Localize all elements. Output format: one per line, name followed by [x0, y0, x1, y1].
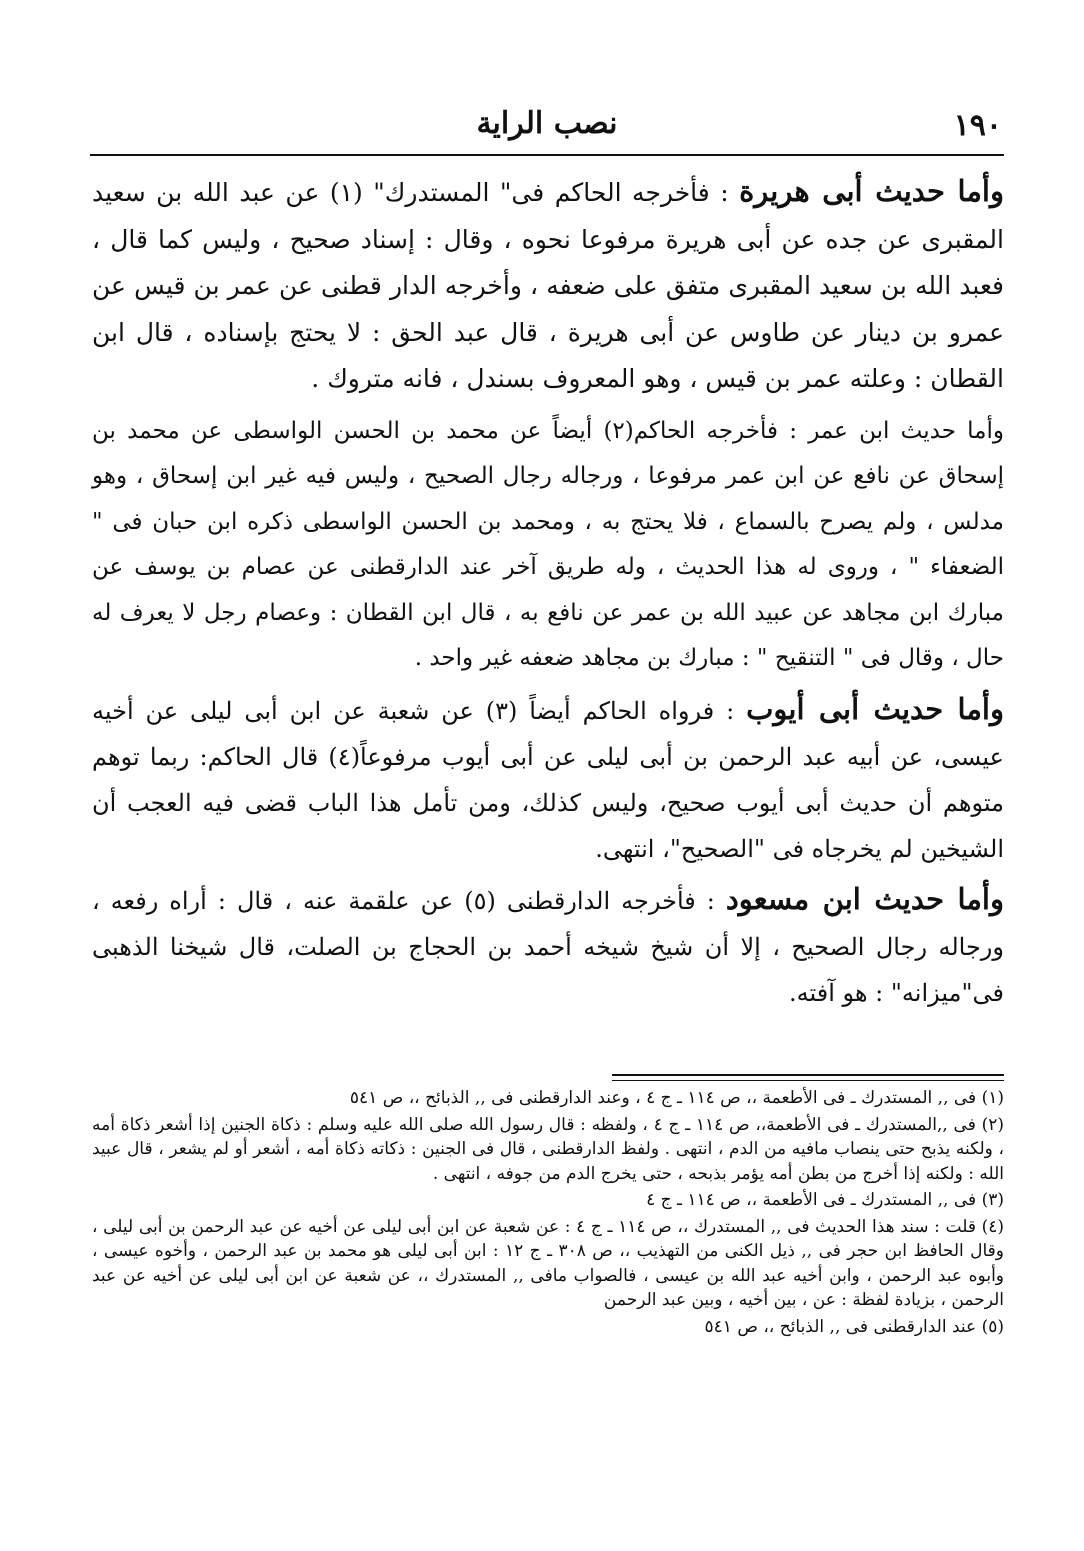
paragraph-abu-hurayra	[92, 168, 1004, 403]
paragraph-text: : فأخرجه الحاكم فى" المستدرك" (١) عن عبد الله بن سعيد المقبرى عن جده عن أبى هريرة مرفوعا نحوه ، وقال : إسناد صحيح ، وليس كما قال ، فعبد الله بن سعيد المقبرى متفق على ضعفه ، وأخرجه الدار قطنى عن عمر بن قيس عن عمرو بن دينار عن طاوس عن أبى هريرة ، قال عبد الحق : لا يحتج بإسناده ، قال ابن القطان : وعلته عمر بن قيس ، وهو المعروف بسندل ، فانه متروك .	[92, 178, 1004, 393]
page-number: ١٩٠	[953, 108, 1002, 143]
paragraph-lead: وأما حديث أبى هريرة	[739, 174, 1004, 208]
running-title: نصب الراية	[476, 106, 618, 141]
main-text	[92, 168, 1004, 1016]
footnotes	[92, 1086, 1004, 1339]
footnote-1: (١) فى ,, المستدرك ـ فى الأطعمة ،، ص ١١٤ ـ ج ٤ ، وعند الدارقطنى فى ,, الذبائح ،، ص ٥٤١	[349, 1088, 1004, 1108]
paragraph-lead: وأما حديث ابن مسعود	[725, 881, 1004, 916]
footnote-4: (٤) قلت : سند هذا الحديث فى ,, المستدرك ،، ص ١١٤ ـ ج ٤ : عن شعبة عن ابن أبى ليلى عن أخيه عن عبد الرحمن بن أبى ليلى ، وقال الحافظ ابن حجر فى ,, ذيل الكنى من التهذيب ،، ص ٣٠٨ ـ ج ١٢ : ابن أبى ليلى هو محمد بن عبد الرحمن ، وأخوه عيسى ، وأبوه عبد الرحمن ، وابن أخيه عبد الله بن عيسى ، فالصواب مافى ,, المستدرك ،، عن شعبة عن ابن أبى ليلى عن أخيه عن عبد الرحمن ، بزيادة لفظة : عن ، بين أخيه ، وبين عبد الرحمن	[92, 1216, 1005, 1310]
paragraph-ibn-masud	[92, 876, 1004, 1016]
paragraph-text: : فرواه الحاكم أيضاً (٣) عن شعبة عن ابن أبى ليلى عن أخيه عيسى، عن أبيه عبد الرحمن بن أبى ليلى عن أبى أيوب مرفوعاً(٤) قال الحاكم: ربما توهم متوهم أن حديث أبى أيوب صحيح، وليس كذلك، ومن تأمل هذا الباب قضى فيه العجب أن الشيخين لم يخرجاه فى "الصحيح"، انتهى.	[92, 696, 1004, 863]
footnote-5: (٥) عند الدارقطنى فى ,, الذبائح ،، ص ٥٤١	[704, 1316, 1004, 1337]
paragraph-ibn-umar	[92, 409, 1004, 682]
paragraph-lead: وأما حديث أبى أيوب	[746, 691, 1004, 726]
paragraph-text: : فأخرجه الدارقطنى (٥) عن علقمة عنه ، قال : أراه رفعه ، ورجاله رجال الصحيح ، إلا أن شيخ شيخه أحمد بن الحجاج بن الصلت، قال شيخنا الذهبى فى"ميزانه" : هو آفته.	[92, 886, 1004, 1007]
page-header	[90, 98, 1004, 156]
footnote-divider	[612, 1074, 1004, 1076]
footnote-3: (٣) فى ,, المستدرك ـ فى الأطعمة ،، ص ١١٤ ـ ج ٤	[646, 1190, 1004, 1210]
paragraph-text: : فأخرجه الحاكم(٢) أيضاً عن محمد بن الحسن الواسطى عن محمد بن إسحاق عن نافع عن ابن عمر مرفوعا ، ورجاله رجال الصحيح ، وليس فيه غير ابن إسحاق ، وهو مدلس ، ولم يصرح بالسماع ، فلا يحتج به ، ومحمد بن الحسن الواسطى ذكره ابن حبان فى " الضعفاء " ، وروى له هذا الحديث ، وله طريق آخر عند الدارقطنى عن عصام بن يوسف عن مبارك ابن مجاهد عن عبيد الله بن عمر عن نافع به ، قال ابن القطان : وعصام رجل لا يعرف له حال ، وقال فى " التنقيح " : مبارك بن مجاهد ضعفه غير واحد .	[92, 417, 1004, 671]
footnote-2: (٢) فى ,,المستدرك ـ فى الأطعمة،، ص ١١٤ ـ ج ٤ ، ولفظه : قال رسول الله صلى الله عليه وسلم : ذكاة الجنين إذا أشعر ذكاة أمه ، ولكنه يذبح حتى ينصاب مافيه من الدم ، انتهى . ولفظ الدارقطنى ، قال فى الجنين : ذكاته ذكاة أمه ، أشعر أو لم يشعر ، قال عبيد الله : ولكنه إذا أخرج من بطن أمه يؤمر بذبحه ، حتى يخرج الدم من جوفه ، انتهى .	[92, 1114, 1004, 1184]
paragraph-abu-ayyub	[92, 686, 1004, 872]
paragraph-lead: وأما حديث ابن عمر	[808, 417, 1004, 444]
footnote-divider-thin	[612, 1080, 1004, 1081]
